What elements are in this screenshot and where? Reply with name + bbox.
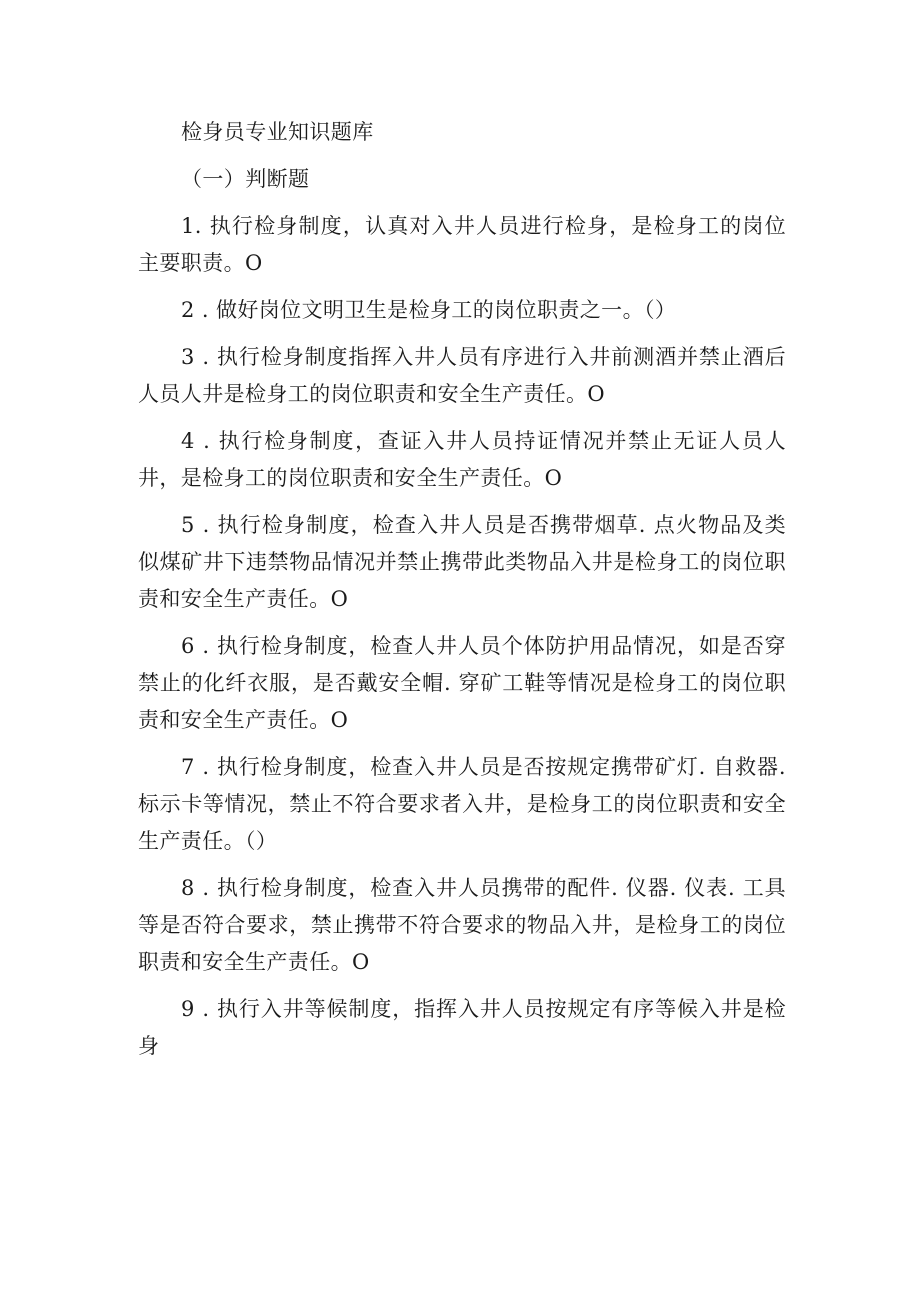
question-item-3: 3 . 执行检身制度指挥入井人员有序进行入井前测酒并禁止酒后人员人井是检身工的岗位职责和安全生产责任。O (138, 345, 786, 406)
question-item-5: 5 . 执行检身制度，检查入井人员是否携带烟草. 点火物品及类似煤矿井下违禁物品情况并禁止携带此类物品入井是检身工的岗位职责和安全生产责任。O (138, 513, 786, 611)
document-title: 检身员专业知识题库 (181, 120, 374, 144)
question-item-2: 2 . 做好岗位文明卫生是检身工的岗位职责之一。（） (181, 298, 677, 322)
question-item-6: 6 . 执行检身制度，检查人井人员个体防护用品情况，如是否穿禁止的化纤衣服，是否戴安全帽. 穿矿工鞋等情况是检身工的岗位职责和安全生产责任。O (138, 634, 786, 732)
question-item-9: 9 . 执行入井等候制度，指挥入井人员按规定有序等候入井是检身 (138, 997, 786, 1058)
question-item-8: 8 . 执行检身制度，检查入井人员携带的配件. 仪器. 仪表. 工具等是否符合要求，禁止携带不符合要求的物品入井，是检身工的岗位职责和安全生产责任。O (138, 876, 786, 974)
question-item-4: 4 . 执行检身制度，查证入井人员持证情况并禁止无证人员人井，是检身工的岗位职责和安全生产责任。O (138, 429, 786, 490)
section-heading: （一）判断题 (181, 167, 310, 191)
question-item-1: 1. 执行检身制度，认真对入井人员进行检身，是检身工的岗位主要职责。O (138, 214, 786, 275)
question-item-7: 7 . 执行检身制度，检查入井人员是否按规定携带矿灯. 自救器. 标示卡等情况，禁止不符合要求者入井，是检身工的岗位职责和安全生产责任。（） (138, 755, 786, 853)
document-body (138, 114, 786, 1075)
